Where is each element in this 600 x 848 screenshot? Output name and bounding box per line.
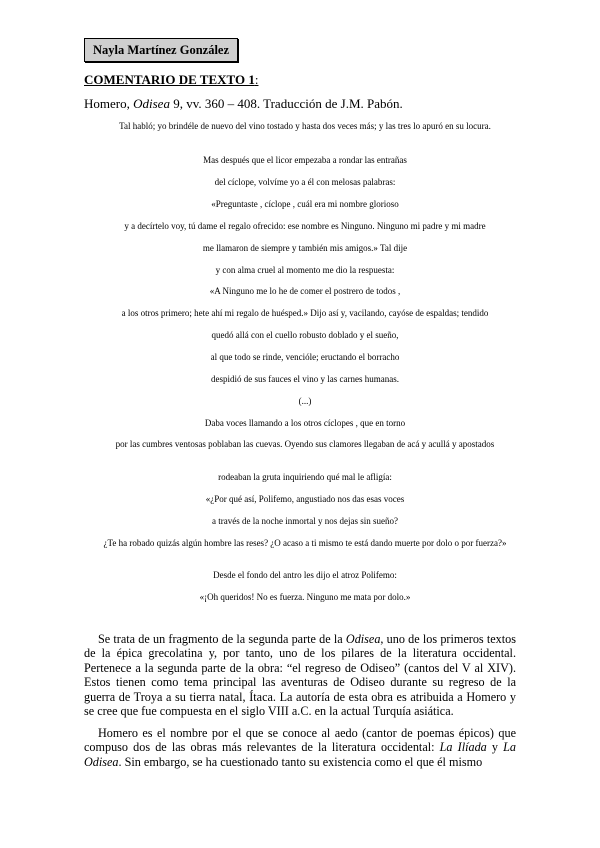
poem-line: Tal habló; yo brindéle de nuevo del vino tostado y hasta dos veces más; y las tres lo apuró en su locura. [119,121,491,131]
paragraph-2-work-odyssey: La Odisea [84,740,517,769]
poem-line: quedó allá con el cuello robusto doblado y el sueño, [211,330,399,340]
poem-line: del cíclope, volvíme yo a él con melosas palabras: [214,177,396,187]
paragraph-2-text-e: . Sin embargo, se ha cuestionado tanto su existencia como el que él mismo [118,754,483,769]
poem-line: «¿Por qué así, Polifemo, angustiado nos das esas voces [205,494,405,504]
poem-excerpt [92,0,515,848]
poem-line: Mas después que el licor empezaba a rondar las entrañas [203,155,407,165]
poem-line: me llamaron de siempre y también mis amigos.» Tal dije [202,243,408,253]
poem-line: despidió de sus fauces el vino y las carnes humanas. [211,374,399,384]
poem-line: a los otros primero; hete ahí mi regalo de huésped.» Dijo así y, vacilando, cayóse de espaldas; tendido [121,308,489,318]
source-rest: 9, vv. 360 – 408. Traducción de J.M. Pabón. [169,96,403,111]
paragraph-2-text-a: Homero es el nombre por el que se conoce al aedo (cantor de poemas épicos) que compuso dos de las obras más relevantes de la literatura occidental: [84,726,516,755]
poem-line: al que todo se rinde, vencióle; eructando el borracho [210,352,400,362]
poem-line: a través de la noche inmortal y nos dejas sin sueño? [212,516,398,526]
poem-line: Daba voces llamando a los otros cíclopes , que en torno [204,418,406,428]
paragraph-2-work-iliad: La Ilíada [439,740,487,755]
paragraph-1 [84,632,516,718]
heading-title: COMENTARIO DE TEXTO 1 [84,72,255,87]
poem-line: «¡Oh queridos! No es fuerza. Ninguno me mata por dolo.» [199,592,411,602]
poem-line: y a decírtelo voy, tú dame el regalo ofrecido: ese nombre es Ninguno. Ninguno mi padre y mi madre [124,221,486,231]
heading-colon: : [254,72,259,87]
paragraph-2-text-c: y [486,740,504,755]
source-prefix: Homero, [84,96,134,111]
poem-line: por las cumbres ventosas poblaban las cuevas. Oyendo sus clamores llegaban de acá y acullá y apostados [115,439,495,449]
paragraph-2 [84,726,516,769]
poem-line: y con alma cruel al momento me dio la respuesta: [215,265,395,275]
poem-line: (...) [298,396,312,406]
poem-line: «Preguntaste , cíclope , cuál era mi nombre glorioso [211,199,399,209]
paragraph-1-work-title: Odisea [345,632,381,646]
poem-line: Desde el fondo del antro les dijo el atroz Polifemo: [213,570,397,580]
author-name: Nayla Martínez González [92,43,230,57]
poem-line: ¿Te ha robado quizás algún hombre las reses? ¿O acaso a ti mismo te está dando muerte por dolo o por fuerza?» [103,538,507,548]
paragraph-1-text-c: , uno de los primeros textos de la épica grecolatina y, por tanto, uno de los pilares de la literatura occidental. Pertenece a la segunda parte de la obra: “el regreso de Odiseo” (cantos del V al XIV). Estos tienen como tema principal las aventuras de Odiseo durante su regreso de la guerra de Troya a su tierra natal, Ítaca. La autoría de esta obra es atribuida a Homero y se cree que fue compuesta en el siglo VIII a.C. en la actual Turquía asiática. [84,632,516,719]
poem-line: «A Ninguno me lo he de comer el postrero de todos , [209,286,401,296]
source-work-title: Odisea [133,96,170,111]
poem-line: rodeaban la gruta inquiriendo qué mal le afligía: [218,472,392,482]
paragraph-1-text-a: Se trata de un fragmento de la segunda parte de la [98,632,346,646]
